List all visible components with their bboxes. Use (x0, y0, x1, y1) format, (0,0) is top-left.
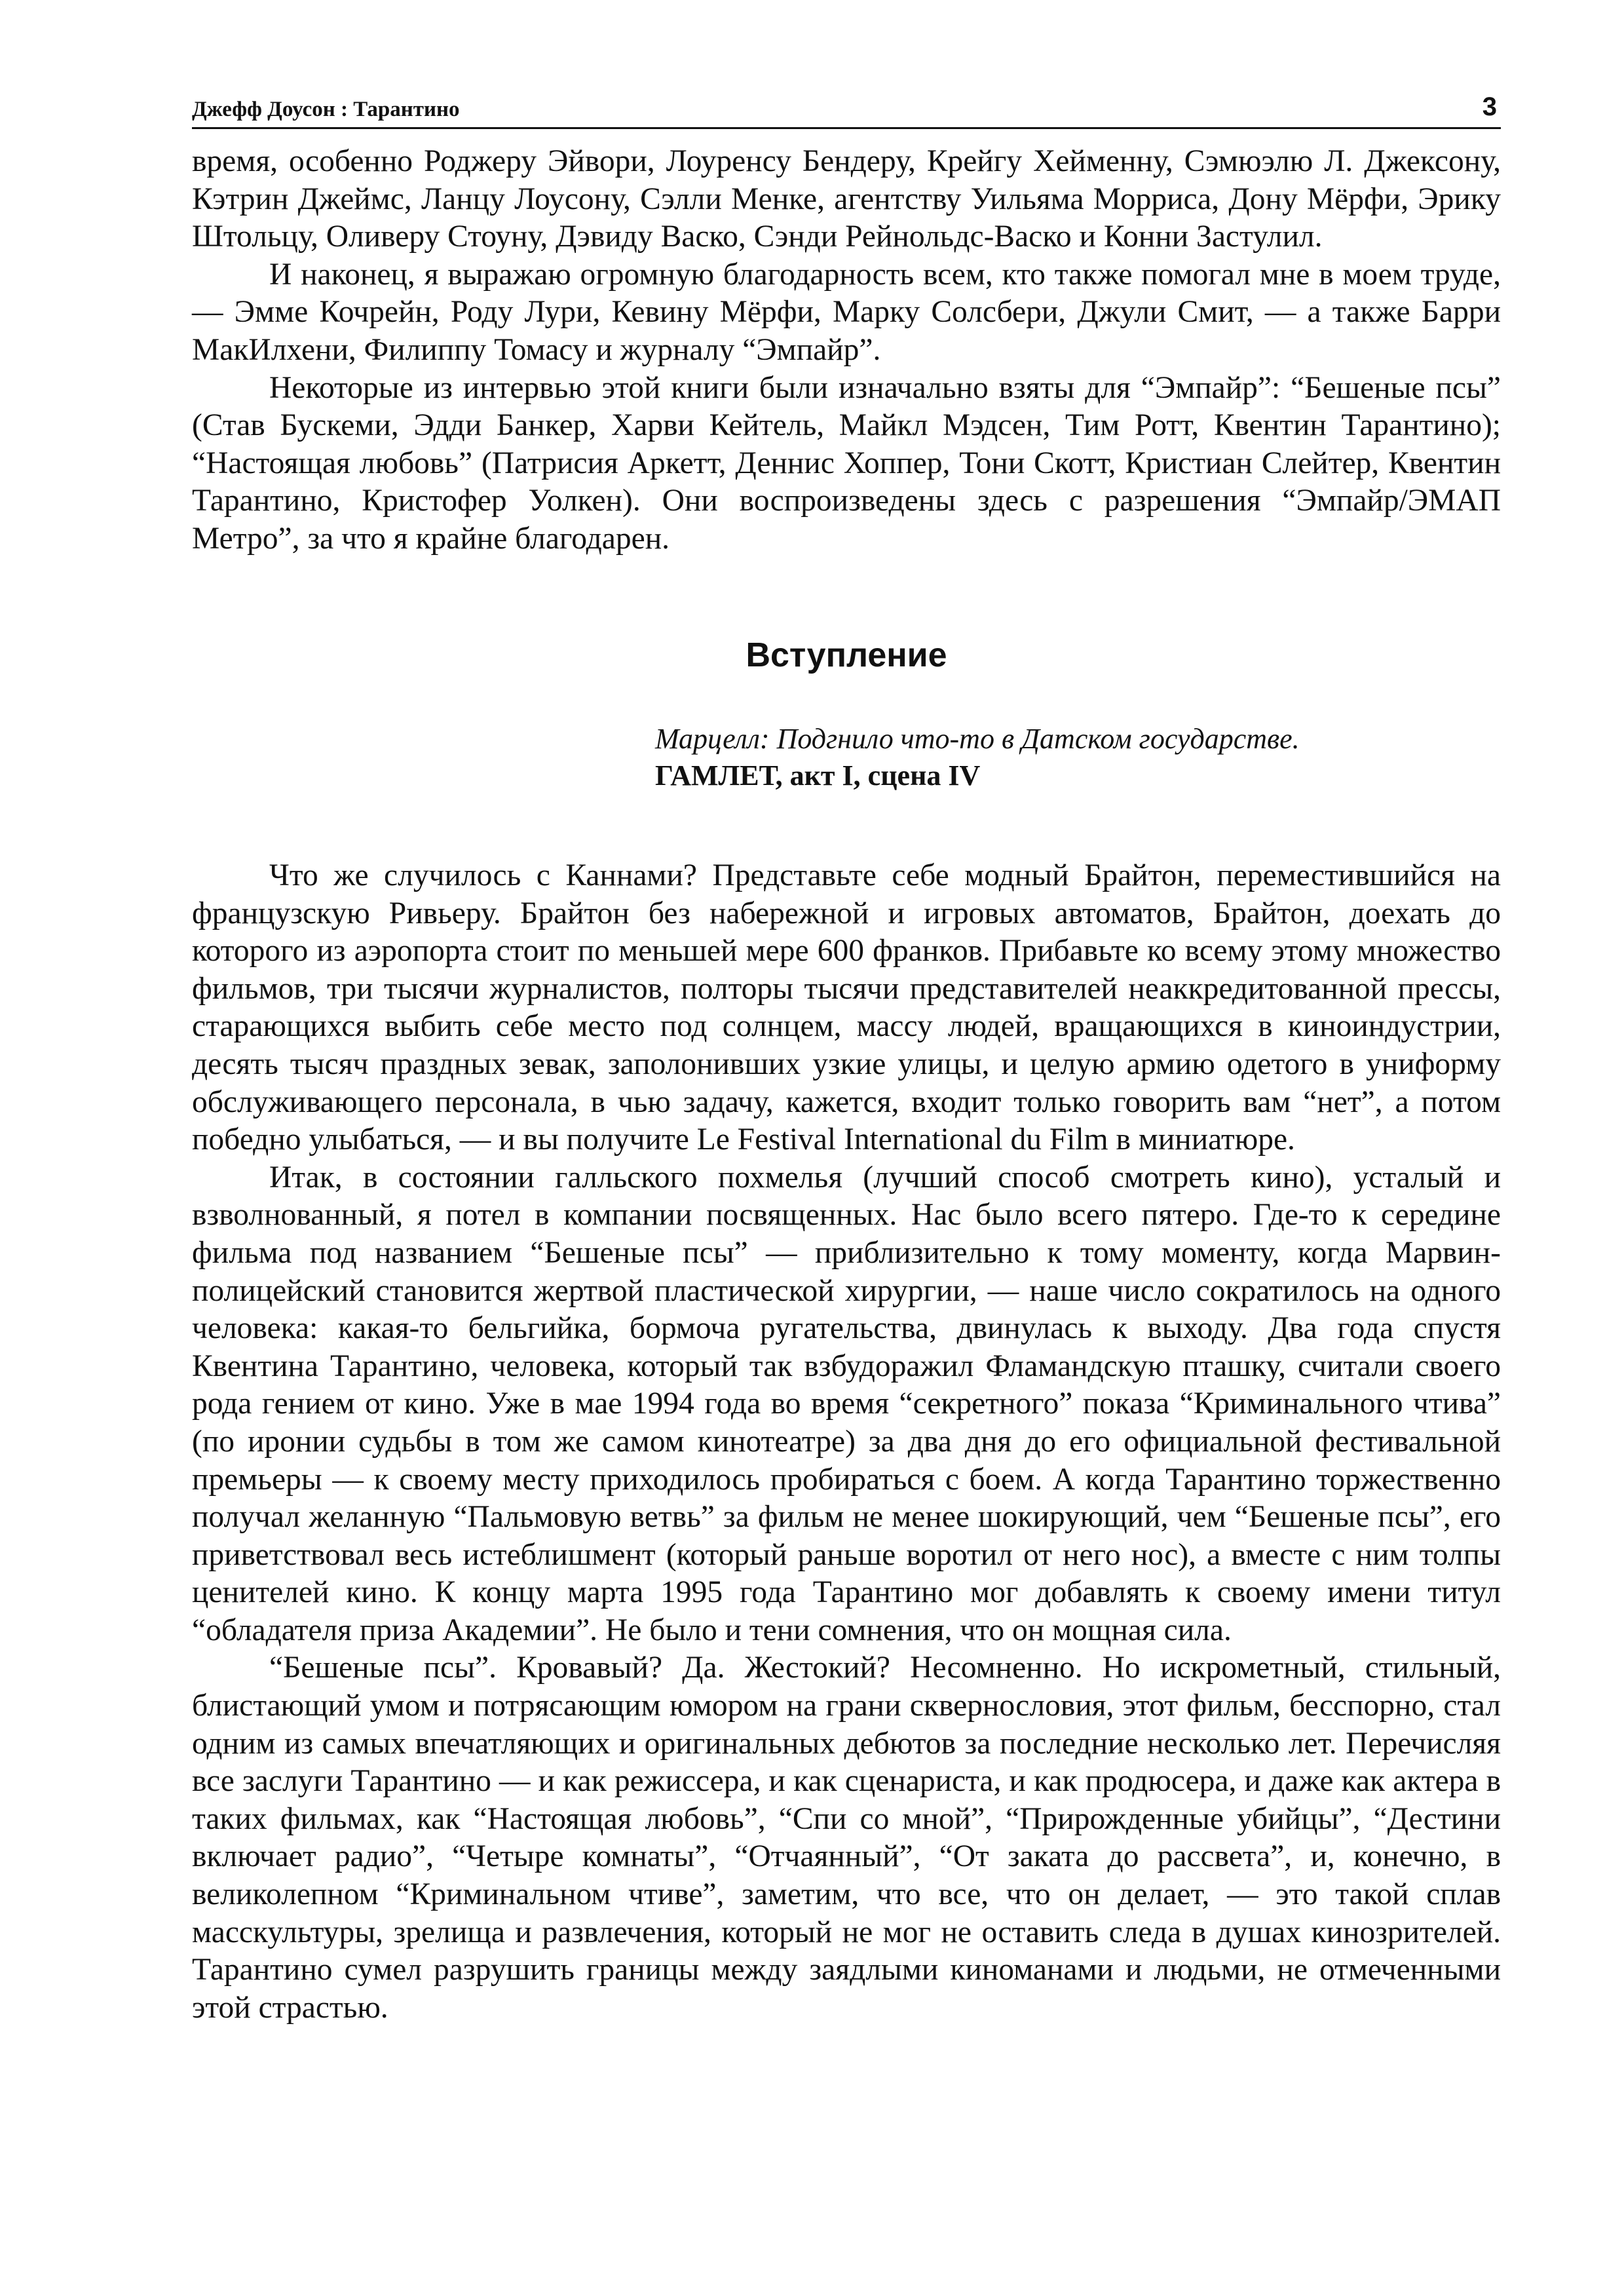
paragraph: Итак, в состоянии галльского похмелья (лучший способ смотреть кино), усталый и взволнованный, я потел в компании посвященных. Нас было всего пятеро. Где-то к середине фильма под названием “Бешеные псы” — приблизительно к тому моменту, когда Марвин-полицейский становится жертвой пластической хирургии, — наше число сократилось на одного человека: какая-то бельгийка, бормоча ругательства, двинулась к выходу. Два года спустя Квентина Тарантино, человека, который так взбудоражил Фламандскую пташку, считали своего рода гением от кино. Уже в мае 1994 года во время “секретного” показа “Криминального чтива” (по иронии судьбы в том же самом кинотеатре) за два дня до его официальной фестивальной премьеры — к своему месту приходилось пробираться с боем. А когда Тарантино торжественно получал желанную “Пальмовую ветвь” за фильм не менее шокирующий, чем “Бешеные псы”, его приветствовал весь истеблишмент (который раньше воротил от него нос), а вместе с ним толпы ценителей кино. К концу марта 1995 года Тарантино мог добавлять к своему имени титул “обладателя приза Академии”. Не было и тени сомнения, что он мощная сила. (192, 1160, 1501, 1647)
page-number: 3 (1482, 92, 1497, 121)
header-title: Джефф Доусон : Тарантино (192, 98, 460, 121)
epigraph-source: ГАМЛЕТ, акт I, сцена IV (655, 759, 981, 792)
paragraph: Некоторые из интервью этой книги были изначально взяты для “Эмпайр”: “Бешеные псы” (Став Бускеми, Эдди Банкер, Харви Кейтель, Майкл Мэдсен, Тим Ротт, Квентин Тарантино); “Настоящая любовь” (Патрисия Аркетт, Деннис Хоппер, Тони Скотт, Кристиан Слейтер, Квентин Тарантино, Кристофер Уолкен). Они воспроизведены здесь с разрешения “Эмпайр/ЭМАП Метро”, за что я крайне благодарен. (192, 370, 1501, 556)
paragraph: И наконец, я выражаю огромную благодарность всем, кто также помогал мне в моем труде, — Эмме Кочрейн, Роду Лури, Кевину Мёрфи, Марку Солсбери, Джули Смит, — а также Барри МакИлхени, Филиппу Томасу и журналу “Эмпайр”. (192, 257, 1501, 367)
epigraph (655, 721, 1494, 794)
epigraph-quote: Марцелл: Подгнило что-то в Датском государстве. (655, 723, 1300, 755)
acknowledgements-text (192, 143, 1501, 558)
section-heading: Вступление (746, 636, 947, 674)
paragraph: Что же случилось с Каннами? Представьте себе модный Брайтон, переместившийся на французскую Ривьеру. Брайтон без набережной и игровых автоматов, Брайтон, доехать до которого из аэропорта стоит по меньшей мере 600 франков. Прибавьте ко всему этому множество фильмов, три тысячи журналистов, полторы тысячи представителей неаккредитованной прессы, старающихся выбить себе место под солнцем, массу людей, вращающихся в киноиндустрии, десять тысяч праздных зевак, заполонивших узкие улицы, и целую армию одетого в униформу обслуживающего персонала, в чью задачу, кажется, входит только говорить вам “нет”, а потом победно улыбаться, — и вы получите Le Festival International du Film в миниатюре. (192, 858, 1501, 1157)
paragraph: время, особенно Роджеру Эйвори, Лоуренсу Бендеру, Крейгу Хейменну, Сэмюэлю Л. Джексону, Кэтрин Джеймс, Ланцу Лоусону, Сэлли Менке, агентству Уильяма Морриса, Дону Мёрфи, Эрику Штольцу, Оливеру Стоуну, Дэвиду Васко, Сэнди Рейнольдс-Васко и Конни Застулил. (192, 144, 1501, 254)
paragraph: “Бешеные псы”. Кровавый? Да. Жестокий? Несомненно. Но искрометный, стильный, блистающий умом и потрясающим юмором на грани сквернословия, этот фильм, бесспорно, стал одним из самых впечатляющих и оригинальных дебютов за последние несколько лет. Перечисляя все заслуги Тарантино — и как режиссера, и как сценариста, и как продюсера, и даже как актера в таких фильмах, как “Настоящая любовь”, “Спи со мной”, “Прирожденные убийцы”, “Дестини включает радио”, “Четыре комнаты”, “Отчаянный”, “От заката до рассвета”, и, конечно, в великолепном “Криминальном чтиве”, заметим, что все, что он делает, — это такой сплав масскультуры, зрелища и развлечения, который не мог не оставить следа в душах кинозрителей. Тарантино сумел разрушить границы между заядлыми киноманами и людьми, не отмеченными этой страстью. (192, 1651, 1501, 2025)
introduction-text (192, 857, 1501, 2027)
running-header (192, 90, 1501, 129)
